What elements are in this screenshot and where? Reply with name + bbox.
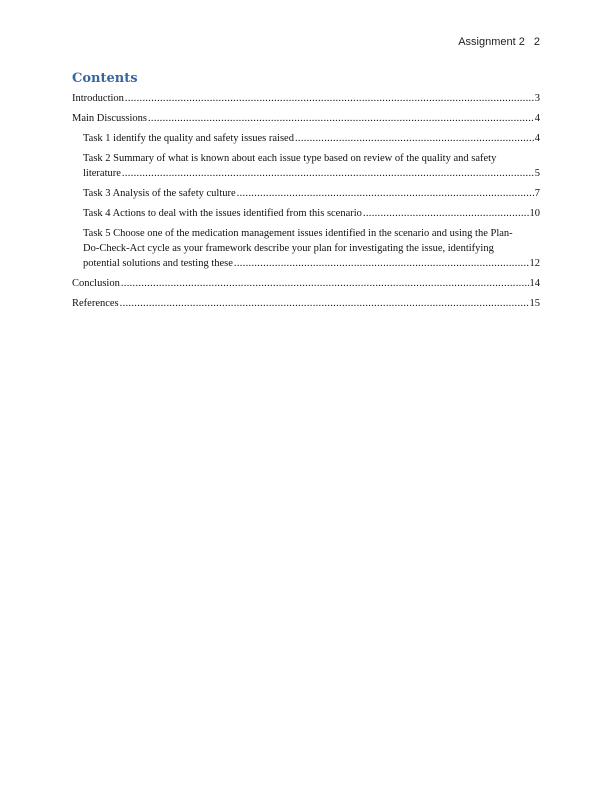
page-header bbox=[458, 36, 540, 48]
toc-entry-text-line: Do-Check-Act cycle as your framework describe your plan for investigating the issue, identifying bbox=[83, 243, 494, 254]
page-number: 2 bbox=[533, 36, 540, 48]
dot-leader bbox=[234, 256, 529, 271]
toc-entry-main-discussions[interactable] bbox=[72, 111, 540, 126]
toc-entry-text: potential solutions and testing these bbox=[83, 258, 233, 269]
toc-entry-page: 4 bbox=[534, 133, 540, 144]
toc-entry-task-3[interactable] bbox=[72, 186, 540, 201]
toc-entry-page: 5 bbox=[534, 168, 540, 179]
toc-entry-page: 4 bbox=[534, 113, 540, 124]
dot-leader bbox=[121, 276, 529, 291]
dot-leader bbox=[363, 206, 529, 221]
dot-leader bbox=[148, 111, 534, 126]
toc-entry-task-4[interactable] bbox=[72, 206, 540, 221]
toc-entry-text: References bbox=[72, 298, 119, 309]
running-title: Assignment 2 bbox=[458, 36, 525, 48]
toc-entry-task-5[interactable] bbox=[72, 226, 540, 271]
dot-leader bbox=[295, 131, 534, 146]
toc-entry-text: Main Discussions bbox=[72, 113, 147, 124]
dot-leader bbox=[237, 186, 534, 201]
dot-leader bbox=[120, 296, 529, 311]
toc-entry-introduction[interactable] bbox=[72, 91, 540, 106]
toc-entry-text: Task 4 Actions to deal with the issues identified from this scenario bbox=[83, 208, 362, 219]
table-of-contents bbox=[72, 91, 540, 316]
toc-entry-page: 12 bbox=[529, 258, 540, 269]
toc-entry-conclusion[interactable] bbox=[72, 276, 540, 291]
toc-entry-page: 10 bbox=[529, 208, 540, 219]
toc-entry-text-line: Task 2 Summary of what is known about each issue type based on review of the quality and safety bbox=[83, 153, 497, 164]
dot-leader bbox=[125, 91, 534, 106]
toc-entry-text-line: Task 5 Choose one of the medication management issues identified in the scenario and using the Plan- bbox=[83, 228, 513, 239]
toc-title: Contents bbox=[72, 71, 138, 86]
toc-entry-task-1[interactable] bbox=[72, 131, 540, 146]
toc-entry-page: 14 bbox=[529, 278, 540, 289]
toc-entry-page: 7 bbox=[534, 188, 540, 199]
toc-entry-references[interactable] bbox=[72, 296, 540, 311]
toc-entry-page: 15 bbox=[529, 298, 540, 309]
toc-entry-text: Introduction bbox=[72, 93, 124, 104]
toc-entry-text: Task 3 Analysis of the safety culture bbox=[83, 188, 236, 199]
dot-leader bbox=[122, 166, 534, 181]
toc-entry-page: 3 bbox=[534, 93, 540, 104]
toc-entry-task-2[interactable] bbox=[72, 151, 540, 181]
toc-entry-text: Task 1 identify the quality and safety issues raised bbox=[83, 133, 294, 144]
toc-entry-text: literature bbox=[83, 168, 121, 179]
toc-entry-text: Conclusion bbox=[72, 278, 120, 289]
